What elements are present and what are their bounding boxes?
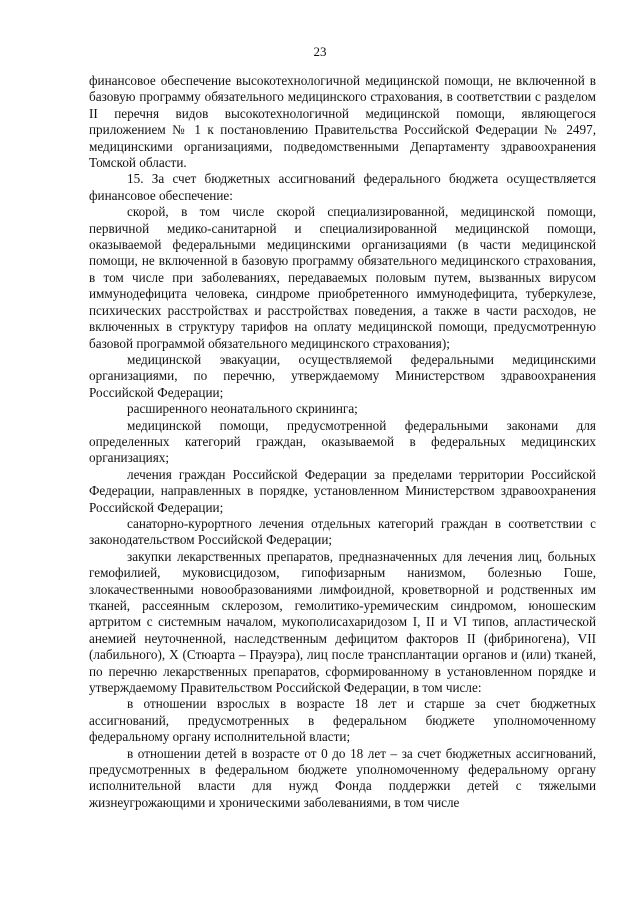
document-body: [89, 73, 596, 811]
paragraph: санаторно-курортного лечения отдельных категорий граждан в соответствии с законодательством Российской Федерации;: [89, 515, 596, 548]
paragraph: расширенного неонатального скрининга;: [127, 401, 358, 417]
paragraph: закупки лекарственных препаратов, предназначенных для лечения лиц, больных гемофилией, муковисцидозом, гипофизарным нанизмом, болезнью Гоше, злокачественными новообразованиями лимфоидной, кроветворной и родственных им тканей, рассеянным склерозом, гемолитико-уремическим синдромом, юношеским артритом с системным началом, мукополисахаридозом I, II и VI типов, апластической анемией неуточненной, наследственным дефицитом факторов II (фибриногена), VII (лабильного), X (Стюарта – Прауэра), лиц после трансплантации органов и (или) тканей, по перечню лекарственных препаратов, сформированному в установленном порядке и утверждаемому Правительством Российской Федерации, в том числе:: [89, 548, 596, 696]
paragraph: скорой, в том числе скорой специализированной, медицинской помощи, первичной медико-санитарной и специализированной медицинской помощи, оказываемой федеральными медицинскими организациями (в части медицинской помощи, не включенной в базовую программу обязательного медицинского страхования, в том числе при заболеваниях, передаваемых половым путем, вызванных вирусом иммунодефицита человека, синдроме приобретенного иммунодефицита, туберкулезе, психических расстройствах и расстройствах поведения, а также в части расходов, не включенных в структуру тарифов на оплату медицинской помощи, предусмотренную базовой программой обязательного медицинского страхования);: [89, 204, 596, 351]
paragraph: лечения граждан Российской Федерации за пределами территории Российской Федерации, направленных в порядке, установленном Министерством здравоохранения Российской Федерации;: [89, 466, 596, 515]
paragraph: медицинской эвакуации, осуществляемой федеральными медицинскими организациями, по перечню, утверждаемому Министерством здравоохранения Российской Федерации;: [89, 351, 596, 400]
paragraph: финансовое обеспечение высокотехнологичной медицинской помощи, не включенной в базовую программу обязательного медицинского страхования, в соответствии с разделом II перечня видов высокотехнологичной медицинской помощи, являющегося приложением № 1 к постановлению Правительства Российской Федерации № 2497, медицинскими организациями, подведомственными Департаменту здравоохранения Томской области.: [89, 73, 596, 171]
paragraph: в отношении взрослых в возрасте 18 лет и старше за счет бюджетных ассигнований, предусмотренных в федеральном бюджете уполномоченному федеральному органу исполнительной власти;: [89, 696, 596, 745]
paragraph: медицинской помощи, предусмотренной федеральными законами для определенных категорий граждан, оказываемой в федеральных медицинских организациях;: [89, 417, 596, 466]
paragraph: 15. За счет бюджетных ассигнований федерального бюджета осуществляется финансовое обеспечение:: [89, 171, 596, 203]
paragraph: в отношении детей в возрасте от 0 до 18 лет – за счет бюджетных ассигнований, предусмотренных в федеральном бюджете уполномоченному федеральному органу исполнительной власти для нужд Фонда поддержки детей с тяжелыми жизнеугрожающими и хроническими заболеваниями, в том числе: [89, 745, 596, 810]
page-number: 23: [313, 44, 327, 59]
